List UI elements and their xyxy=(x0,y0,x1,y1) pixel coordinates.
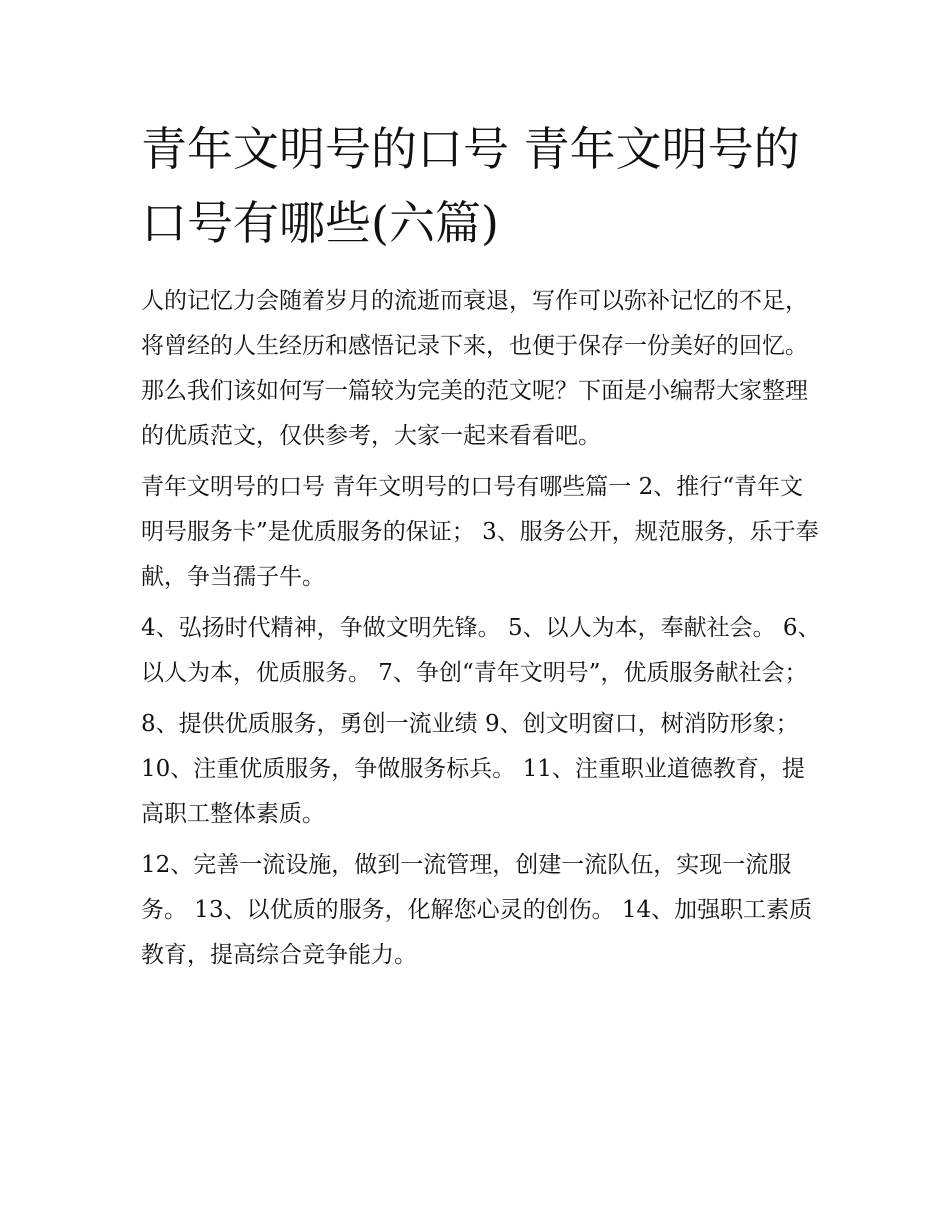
paragraph-slogans-2: 4、弘扬时代精神，争做文明先锋。 5、以人为本，奉献社会。 6、以人为本，优质服务。 7、争创“青年文明号”，优质服务献社会； xyxy=(141,615,821,686)
document-body xyxy=(141,279,821,984)
paragraph-intro: 人的记忆力会随着岁月的流逝而衰退，写作可以弥补记忆的不足，将曾经的人生经历和感悟记录下来，也便于保存一份美好的回忆。那么我们该如何写一篇较为完美的范文呢？下面是小编帮大家整理的优质范文，仅供参考，大家一起来看看吧。 xyxy=(141,288,808,449)
paragraph-slogans-3: 8、提供优质服务，勇创一流业绩 9、创文明窗口，树消防形象； 10、注重优质服务，争做服务标兵。 11、注重职业道德教育，提高职工整体素质。 xyxy=(141,711,805,827)
paragraph-slogans-1: 青年文明号的口号 青年文明号的口号有哪些篇一 2、推行“青年文明号服务卡”是优质服务的保证； 3、服务公开，规范服务，乐于奉献，争当孺子牛。 xyxy=(141,474,819,590)
document-title: 青年文明号的口号 青年文明号的口号有哪些(六篇) xyxy=(141,122,800,250)
paragraph-slogans-4: 12、完善一流设施，做到一流管理，创建一流队伍，实现一流服务。 13、以优质的服务，化解您心灵的创伤。 14、加强职工素质教育，提高综合竞争能力。 xyxy=(141,852,813,968)
